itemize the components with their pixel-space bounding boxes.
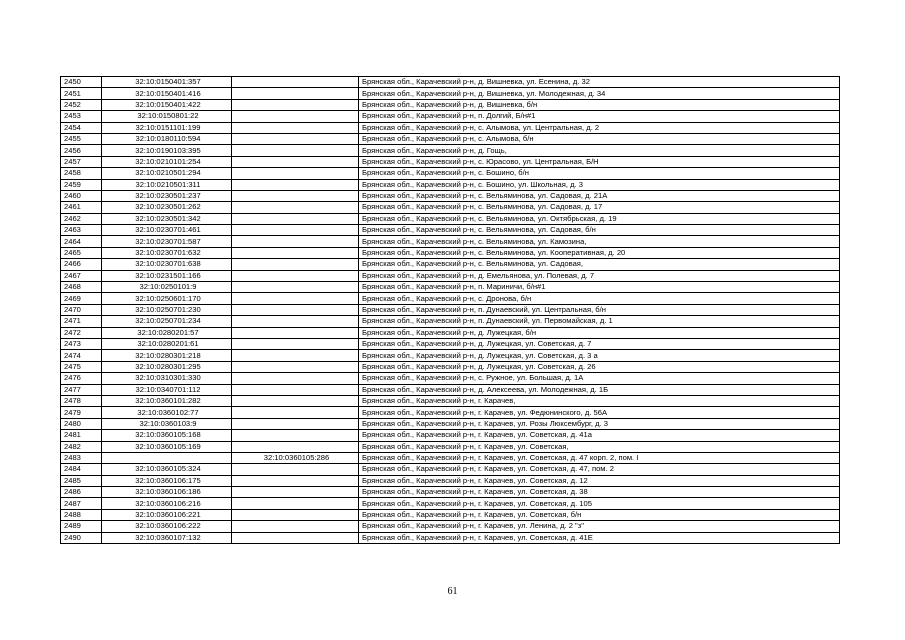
building-cadastral-number-cell (232, 236, 359, 247)
address-cell: Брянская обл., Карачевский р-н, с. Вельяминова, ул. Садовая, б/н (359, 225, 840, 236)
row-number-cell: 2455 (61, 133, 102, 144)
building-cadastral-number-cell (232, 532, 359, 543)
address-cell: Брянская обл., Карачевский р-н, д. Вишневка, ул. Молодежная, д. 34 (359, 88, 840, 99)
cadastral-number-cell: 32:10:0151101:199 (102, 122, 232, 133)
cadastral-number-cell: 32:10:0250601:170 (102, 293, 232, 304)
building-cadastral-number-cell (232, 509, 359, 520)
cadastral-number-cell: 32:10:0310301:330 (102, 373, 232, 384)
building-cadastral-number-cell (232, 111, 359, 122)
table-row (61, 270, 840, 281)
address-cell: Брянская обл., Карачевский р-н, г. Карачев, ул. Советская, (359, 441, 840, 452)
cadastral-number-cell: 32:10:0360102:77 (102, 407, 232, 418)
row-number-cell: 2454 (61, 122, 102, 133)
table-row (61, 213, 840, 224)
table-row (61, 156, 840, 167)
cadastral-number-cell: 32:10:0210501:294 (102, 168, 232, 179)
building-cadastral-number-cell (232, 168, 359, 179)
row-number-cell: 2477 (61, 384, 102, 395)
cadastral-number-cell (102, 452, 232, 463)
table-row (61, 418, 840, 429)
table-row (61, 111, 840, 122)
row-number-cell: 2476 (61, 373, 102, 384)
row-number-cell: 2472 (61, 327, 102, 338)
table-row (61, 384, 840, 395)
address-cell: Брянская обл., Карачевский р-н, д. Алексеева, ул. Молодежная, д. 1Б (359, 384, 840, 395)
row-number-cell: 2464 (61, 236, 102, 247)
row-number-cell: 2470 (61, 304, 102, 315)
page-number: 61 (447, 586, 458, 597)
row-number-cell: 2474 (61, 350, 102, 361)
building-cadastral-number-cell (232, 441, 359, 452)
cadastral-number-cell: 32:10:0180110:594 (102, 133, 232, 144)
address-cell: Брянская обл., Карачевский р-н, с. Алымова, ул. Центральная, д. 2 (359, 122, 840, 133)
address-cell: Брянская обл., Карачевский р-н, г. Карачев, ул. Советская, д. 47 корп. 2, пом. I (359, 452, 840, 463)
building-cadastral-number-cell (232, 156, 359, 167)
building-cadastral-number-cell (232, 179, 359, 190)
row-number-cell: 2463 (61, 225, 102, 236)
address-cell: Брянская обл., Карачевский р-н, г. Карачев, ул. Советская, д. 38 (359, 487, 840, 498)
cadastral-number-cell: 32:10:0230701:461 (102, 225, 232, 236)
cadastral-number-cell: 32:10:0230701:638 (102, 259, 232, 270)
address-cell: Брянская обл., Карачевский р-н, д. Вишневка, б/н (359, 99, 840, 110)
table-row (61, 430, 840, 441)
address-cell: Брянская обл., Карачевский р-н, п. Дунаевский, ул. Первомайская, д. 1 (359, 316, 840, 327)
row-number-cell: 2460 (61, 190, 102, 201)
table-row (61, 133, 840, 144)
row-number-cell: 2471 (61, 316, 102, 327)
row-number-cell: 2462 (61, 213, 102, 224)
cadastral-number-cell: 32:10:0230501:262 (102, 202, 232, 213)
cadastral-number-cell: 32:10:0230501:237 (102, 190, 232, 201)
building-cadastral-number-cell (232, 213, 359, 224)
row-number-cell: 2490 (61, 532, 102, 543)
address-cell: Брянская обл., Карачевский р-н, г. Карачев, ул. Советская, д. 41а (359, 430, 840, 441)
cadastral-number-cell: 32:10:0360106:221 (102, 509, 232, 520)
address-cell: Брянская обл., Карачевский р-н, с. Ружное, ул. Большая, д. 1А (359, 373, 840, 384)
building-cadastral-number-cell (232, 270, 359, 281)
address-cell: Брянская обл., Карачевский р-н, с. Бошино, б/н (359, 168, 840, 179)
row-number-cell: 2468 (61, 282, 102, 293)
address-cell: Брянская обл., Карачевский р-н, д. Лужецкая, ул. Советская, д. 3 а (359, 350, 840, 361)
address-cell: Брянская обл., Карачевский р-н, д. Лужецкая, ул. Советская, д. 7 (359, 338, 840, 349)
building-cadastral-number-cell (232, 338, 359, 349)
row-number-cell: 2478 (61, 395, 102, 406)
cadastral-number-cell: 32:10:0210501:311 (102, 179, 232, 190)
table-row (61, 338, 840, 349)
cadastral-number-cell: 32:10:0230501:342 (102, 213, 232, 224)
row-number-cell: 2451 (61, 88, 102, 99)
table-row (61, 122, 840, 133)
address-cell: Брянская обл., Карачевский р-н, г. Карачев, ул. Советская, д. 41Е (359, 532, 840, 543)
cadastral-number-cell: 32:10:0360103:9 (102, 418, 232, 429)
cadastral-number-cell: 32:10:0280201:61 (102, 338, 232, 349)
cadastral-number-cell: 32:10:0230701:587 (102, 236, 232, 247)
table-row (61, 407, 840, 418)
table-row (61, 532, 840, 543)
address-cell: Брянская обл., Карачевский р-н, с. Юрасово, ул. Центральная, Б/Н (359, 156, 840, 167)
row-number-cell: 2485 (61, 475, 102, 486)
building-cadastral-number-cell (232, 247, 359, 258)
table-row (61, 145, 840, 156)
building-cadastral-number-cell: 32:10:0360105:286 (232, 452, 359, 463)
table-row (61, 77, 840, 88)
cadastral-number-cell: 32:10:0210101:254 (102, 156, 232, 167)
row-number-cell: 2484 (61, 464, 102, 475)
table-row (61, 464, 840, 475)
row-number-cell: 2482 (61, 441, 102, 452)
registry-table-body (61, 77, 840, 544)
row-number-cell: 2465 (61, 247, 102, 258)
table-row (61, 509, 840, 520)
table-row (61, 441, 840, 452)
building-cadastral-number-cell (232, 327, 359, 338)
cadastral-number-cell: 32:10:0340701:112 (102, 384, 232, 395)
cadastral-number-cell: 32:10:0360106:222 (102, 521, 232, 532)
cadastral-number-cell: 32:10:0360106:216 (102, 498, 232, 509)
row-number-cell: 2486 (61, 487, 102, 498)
building-cadastral-number-cell (232, 361, 359, 372)
building-cadastral-number-cell (232, 88, 359, 99)
row-number-cell: 2459 (61, 179, 102, 190)
address-cell: Брянская обл., Карачевский р-н, г. Карачев, (359, 395, 840, 406)
row-number-cell: 2452 (61, 99, 102, 110)
row-number-cell: 2483 (61, 452, 102, 463)
address-cell: Брянская обл., Карачевский р-н, г. Карачев, ул. Ленина, д. 2 "з" (359, 521, 840, 532)
table-row (61, 88, 840, 99)
cadastral-number-cell: 32:10:0150401:422 (102, 99, 232, 110)
building-cadastral-number-cell (232, 99, 359, 110)
table-row (61, 395, 840, 406)
table-row (61, 190, 840, 201)
table-row (61, 168, 840, 179)
building-cadastral-number-cell (232, 133, 359, 144)
building-cadastral-number-cell (232, 384, 359, 395)
address-cell: Брянская обл., Карачевский р-н, п. Мариничи, б/н#1 (359, 282, 840, 293)
table-row (61, 475, 840, 486)
row-number-cell: 2461 (61, 202, 102, 213)
row-number-cell: 2457 (61, 156, 102, 167)
table-row (61, 99, 840, 110)
table-row (61, 498, 840, 509)
address-cell: Брянская обл., Карачевский р-н, д. Емельянова, ул. Полевая, д. 7 (359, 270, 840, 281)
table-row (61, 521, 840, 532)
building-cadastral-number-cell (232, 145, 359, 156)
row-number-cell: 2488 (61, 509, 102, 520)
building-cadastral-number-cell (232, 225, 359, 236)
table-row (61, 487, 840, 498)
cadastral-number-cell: 32:10:0360105:324 (102, 464, 232, 475)
building-cadastral-number-cell (232, 430, 359, 441)
address-cell: Брянская обл., Карачевский р-н, д. Вишневка, ул. Есенина, д. 32 (359, 77, 840, 88)
address-cell: Брянская обл., Карачевский р-н, г. Карачев, ул. Советская, б/н (359, 509, 840, 520)
cadastral-number-cell: 32:10:0360105:168 (102, 430, 232, 441)
address-cell: Брянская обл., Карачевский р-н, п. Долгий, Б/н#1 (359, 111, 840, 122)
table-row (61, 304, 840, 315)
cadastral-number-cell: 32:10:0150401:357 (102, 77, 232, 88)
cadastral-number-cell: 32:10:0280201:57 (102, 327, 232, 338)
address-cell: Брянская обл., Карачевский р-н, с. Вельяминова, ул. Садовая, д. 21А (359, 190, 840, 201)
cadastral-number-cell: 32:10:0360105:169 (102, 441, 232, 452)
address-cell: Брянская обл., Карачевский р-н, с. Алымова, б/н (359, 133, 840, 144)
cadastral-number-cell: 32:10:0231501:166 (102, 270, 232, 281)
cadastral-number-cell: 32:10:0250701:230 (102, 304, 232, 315)
building-cadastral-number-cell (232, 190, 359, 201)
table-row (61, 452, 840, 463)
building-cadastral-number-cell (232, 350, 359, 361)
address-cell: Брянская обл., Карачевский р-н, г. Карачев, ул. Советская, д. 12 (359, 475, 840, 486)
row-number-cell: 2469 (61, 293, 102, 304)
address-cell: Брянская обл., Карачевский р-н, с. Вельяминова, ул. Садовая, д. 17 (359, 202, 840, 213)
building-cadastral-number-cell (232, 293, 359, 304)
building-cadastral-number-cell (232, 316, 359, 327)
row-number-cell: 2458 (61, 168, 102, 179)
table-row (61, 316, 840, 327)
cadastral-number-cell: 32:10:0150401:416 (102, 88, 232, 99)
cadastral-number-cell: 32:10:0360106:175 (102, 475, 232, 486)
address-cell: Брянская обл., Карачевский р-н, д. Гощь, (359, 145, 840, 156)
cadastral-number-cell: 32:10:0360101:282 (102, 395, 232, 406)
building-cadastral-number-cell (232, 304, 359, 315)
building-cadastral-number-cell (232, 122, 359, 133)
row-number-cell: 2473 (61, 338, 102, 349)
row-number-cell: 2475 (61, 361, 102, 372)
row-number-cell: 2453 (61, 111, 102, 122)
address-cell: Брянская обл., Карачевский р-н, с. Вельяминова, ул. Камозина, (359, 236, 840, 247)
row-number-cell: 2481 (61, 430, 102, 441)
building-cadastral-number-cell (232, 77, 359, 88)
address-cell: Брянская обл., Карачевский р-н, д. Лужецкая, б/н (359, 327, 840, 338)
row-number-cell: 2487 (61, 498, 102, 509)
address-cell: Брянская обл., Карачевский р-н, г. Карачев, ул. Советская, д. 47, пом. 2 (359, 464, 840, 475)
table-row (61, 247, 840, 258)
building-cadastral-number-cell (232, 259, 359, 270)
table-row (61, 259, 840, 270)
address-cell: Брянская обл., Карачевский р-н, д. Лужецкая, ул. Советская, д. 26 (359, 361, 840, 372)
table-row (61, 282, 840, 293)
building-cadastral-number-cell (232, 464, 359, 475)
table-row (61, 225, 840, 236)
row-number-cell: 2456 (61, 145, 102, 156)
table-row (61, 373, 840, 384)
address-cell: Брянская обл., Карачевский р-н, г. Карачев, ул. Федюнинского, д. 56А (359, 407, 840, 418)
building-cadastral-number-cell (232, 373, 359, 384)
table-row (61, 327, 840, 338)
row-number-cell: 2489 (61, 521, 102, 532)
building-cadastral-number-cell (232, 202, 359, 213)
row-number-cell: 2467 (61, 270, 102, 281)
address-cell: Брянская обл., Карачевский р-н, г. Карачев, ул. Розы Люксембург, д. 3 (359, 418, 840, 429)
cadastral-number-cell: 32:10:0230701:632 (102, 247, 232, 258)
building-cadastral-number-cell (232, 282, 359, 293)
building-cadastral-number-cell (232, 498, 359, 509)
building-cadastral-number-cell (232, 487, 359, 498)
cadastral-number-cell: 32:10:0360106:186 (102, 487, 232, 498)
row-number-cell: 2479 (61, 407, 102, 418)
row-number-cell: 2480 (61, 418, 102, 429)
cadastral-number-cell: 32:10:0250101:9 (102, 282, 232, 293)
cadastral-number-cell: 32:10:0280301:218 (102, 350, 232, 361)
table-row (61, 202, 840, 213)
table-row (61, 179, 840, 190)
building-cadastral-number-cell (232, 418, 359, 429)
registry-table (60, 76, 840, 544)
cadastral-number-cell: 32:10:0190103:395 (102, 145, 232, 156)
cadastral-number-cell: 32:10:0280301:295 (102, 361, 232, 372)
address-cell: Брянская обл., Карачевский р-н, с. Бошино, ул. Школьная, д. 3 (359, 179, 840, 190)
address-cell: Брянская обл., Карачевский р-н, г. Карачев, ул. Советская, д. 105 (359, 498, 840, 509)
building-cadastral-number-cell (232, 407, 359, 418)
address-cell: Брянская обл., Карачевский р-н, с. Вельяминова, ул. Садовая, (359, 259, 840, 270)
building-cadastral-number-cell (232, 521, 359, 532)
cadastral-number-cell: 32:10:0250701:234 (102, 316, 232, 327)
address-cell: Брянская обл., Карачевский р-н, с. Вельяминова, ул. Кооперативная, д. 20 (359, 247, 840, 258)
address-cell: Брянская обл., Карачевский р-н, с. Дронова, б/н (359, 293, 840, 304)
table-row (61, 361, 840, 372)
table-row (61, 236, 840, 247)
row-number-cell: 2466 (61, 259, 102, 270)
cadastral-number-cell: 32:10:0150801:22 (102, 111, 232, 122)
table-row (61, 293, 840, 304)
building-cadastral-number-cell (232, 475, 359, 486)
cadastral-number-cell: 32:10:0360107:132 (102, 532, 232, 543)
row-number-cell: 2450 (61, 77, 102, 88)
building-cadastral-number-cell (232, 395, 359, 406)
table-row (61, 350, 840, 361)
address-cell: Брянская обл., Карачевский р-н, с. Вельяминова, ул. Октябрьская, д. 19 (359, 213, 840, 224)
address-cell: Брянская обл., Карачевский р-н, п. Дунаевский, ул. Центральная, б/н (359, 304, 840, 315)
